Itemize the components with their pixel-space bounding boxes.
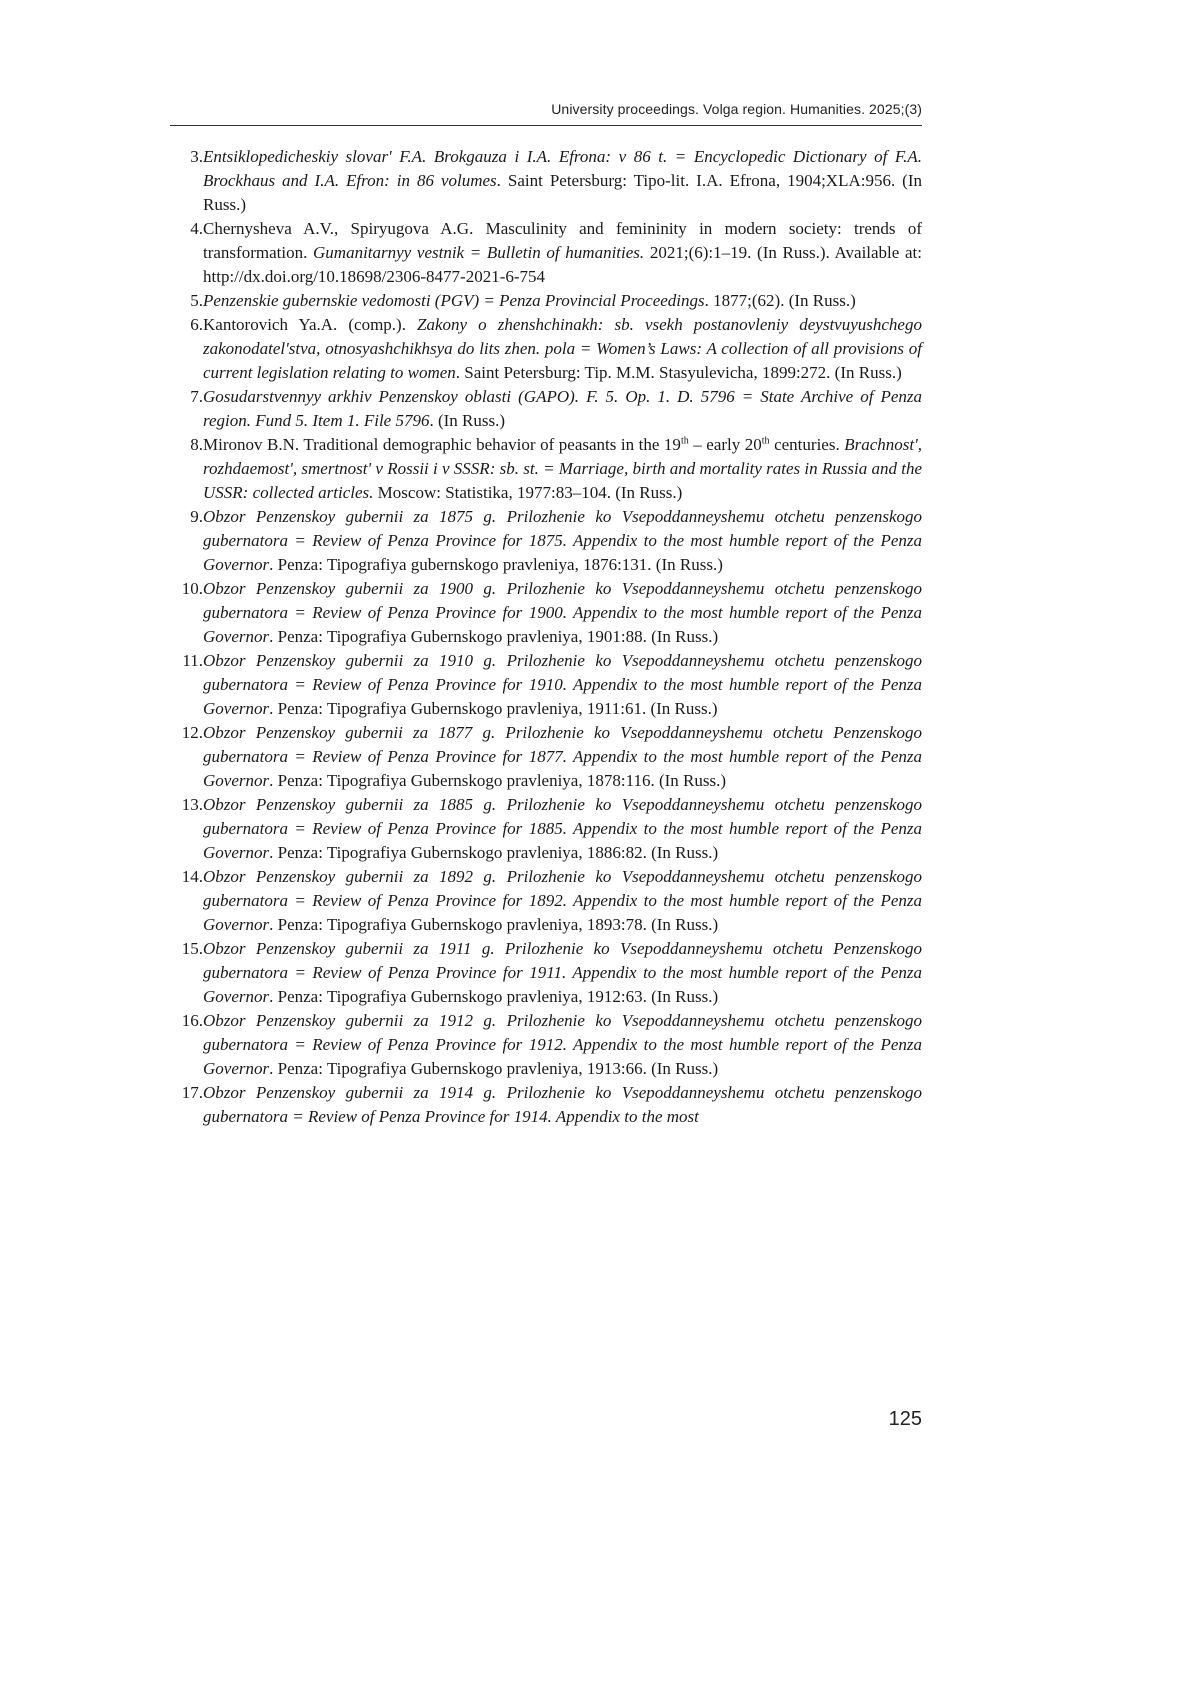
reference-number: 7.	[190, 387, 203, 406]
reference-text	[203, 793, 922, 865]
reference-item	[170, 433, 922, 505]
reference-detail: Moscow: Statistika, 1977:83–104. (In Russ.)	[373, 483, 683, 502]
reference-detail: . Penza: Tipografiya Gubernskogo pravleniya, 1878:116. (In Russ.)	[269, 771, 727, 790]
reference-detail: . Penza: Tipografiya gubernskogo pravleniya, 1876:131. (In Russ.)	[269, 555, 723, 574]
reference-title: Gosudarstvennyy arkhiv Penzenskoy oblasti (GAPO). F. 5. Op. 1. D. 5796 = State Archive of Penza region. Fund 5. Item 1. File 5796	[203, 387, 922, 430]
reference-title: Obzor Penzenskoy gubernii za 1892 g. Prilozhenie ko Vsepoddanneyshemu otchetu penzenskogo gubernatora = Review of Penza Province for 1892. Appendix to the most humble report of the Penza Governor	[203, 867, 922, 934]
reference-item	[170, 865, 922, 937]
reference-number: 16.	[181, 1011, 203, 1030]
reference-detail: . Penza: Tipografiya Gubernskogo pravleniya, 1901:88. (In Russ.)	[269, 627, 719, 646]
reference-item	[170, 937, 922, 1009]
reference-detail: centuries.	[769, 435, 845, 454]
reference-text	[203, 505, 922, 577]
reference-title: Obzor Penzenskoy gubernii za 1912 g. Prilozhenie ko Vsepoddanneyshemu otchetu penzenskogo gubernatora = Review of Penza Province for 1912. Appendix to the most humble report of the Penza Governor	[203, 1011, 922, 1078]
reference-title: Brachnost', rozhdaemost', smertnost' v Rossii i v SSSR: sb. st. = Marriage, birth and mortality rates in Russia and the USSR: collected articles.	[203, 435, 923, 502]
reference-number: 10.	[181, 579, 203, 598]
reference-text	[203, 313, 922, 385]
reference-number: 3.	[190, 147, 203, 166]
reference-title: Obzor Penzenskoy gubernii za 1911 g. Prilozhenie ko Vsepoddanneyshemu otchetu Penzenskogo gubernatora = Review of Penza Province for 1911. Appendix to the most humble report of the Penza Governor	[203, 939, 922, 1006]
reference-detail: . Penza: Tipografiya Gubernskogo pravleniya, 1886:82. (In Russ.)	[269, 843, 719, 862]
reference-text	[203, 289, 922, 313]
reference-detail: Mironov B.N. Traditional demographic behavior of peasants in the 19	[203, 435, 681, 454]
reference-text	[203, 385, 922, 433]
reference-text	[203, 937, 922, 1009]
reference-number: 15.	[181, 939, 203, 958]
reference-item	[170, 1081, 922, 1129]
reference-detail: . Saint Petersburg: Tip. M.M. Stasyulevicha, 1899:272. (In Russ.)	[455, 363, 902, 382]
page-number: 125	[888, 1408, 922, 1430]
reference-detail: Chernysheva A.V., Spiryugova A.G. Masculinity and femininity in modern society: trends of transformation.	[203, 219, 922, 262]
reference-detail: . 1877;(62). (In Russ.)	[704, 291, 856, 310]
ordinal-suffix: th	[680, 435, 689, 447]
reference-item	[170, 577, 922, 649]
reference-text	[203, 1009, 922, 1081]
reference-number: 13.	[181, 795, 203, 814]
reference-number: 8.	[190, 435, 203, 454]
reference-detail: . Penza: Tipografiya Gubernskogo pravleniya, 1913:66. (In Russ.)	[269, 1059, 719, 1078]
reference-item	[170, 289, 922, 313]
reference-item	[170, 649, 922, 721]
reference-number: 11.	[182, 651, 203, 670]
reference-item	[170, 793, 922, 865]
running-header: University proceedings. Volga region. Humanities. 2025;(3)	[551, 101, 922, 117]
reference-item	[170, 313, 922, 385]
reference-item	[170, 1009, 922, 1081]
reference-text	[203, 1081, 922, 1129]
header-rule	[170, 125, 922, 126]
reference-text	[203, 649, 922, 721]
reference-number: 9.	[190, 507, 203, 526]
reference-title: Obzor Penzenskoy gubernii za 1910 g. Prilozhenie ko Vsepoddanneyshemu otchetu penzenskogo gubernatora = Review of Penza Province for 1910. Appendix to the most humble report of the Penza Governor	[203, 651, 922, 718]
reference-number: 4.	[190, 219, 203, 238]
reference-detail: Kantorovich Ya.A. (comp.).	[203, 315, 418, 334]
reference-detail: . Saint Petersburg: Tipo-lit. I.A. Efrona, 1904;XLA:956. (In Russ.)	[203, 171, 923, 214]
reference-text	[203, 865, 922, 937]
reference-list	[170, 145, 922, 1129]
reference-item	[170, 217, 922, 289]
reference-number: 12.	[181, 723, 203, 742]
reference-title: Obzor Penzenskoy gubernii za 1885 g. Prilozhenie ko Vsepoddanneyshemu otchetu penzenskogo gubernatora = Review of Penza Province for 1885. Appendix to the most humble report of the Penza Governor	[203, 795, 922, 862]
reference-title: Obzor Penzenskoy gubernii za 1877 g. Prilozhenie ko Vsepoddanneyshemu otchetu Penzenskogo gubernatora = Review of Penza Province for 1877. Appendix to the most humble report of the Penza Governor	[203, 723, 922, 790]
reference-text	[203, 217, 922, 289]
reference-item	[170, 721, 922, 793]
reference-text	[203, 145, 922, 217]
reference-detail: 2021;(6):1–19. (In Russ.). Available at: http://dx.doi.org/10.18698/2306-8477-2021-6-754	[203, 243, 922, 286]
reference-detail: . (In Russ.)	[429, 411, 506, 430]
reference-number: 14.	[181, 867, 203, 886]
ordinal-suffix: th	[761, 435, 770, 447]
reference-item	[170, 145, 922, 217]
reference-detail: . Penza: Tipografiya Gubernskogo pravleniya, 1911:61. (In Russ.)	[269, 699, 718, 718]
reference-detail: . Penza: Tipografiya Gubernskogo pravleniya, 1893:78. (In Russ.)	[269, 915, 719, 934]
reference-title: Zakony o zhenshchinakh: sb. vsekh postanovleniy deystvuyushchego zakonodatel'stva, otnosyashchikhsya do lits zhen. pola = Women’s Laws: A collection of all provisions of current legislation relating to women	[203, 315, 922, 382]
reference-title: Entsiklopedicheskiy slovar' F.A. Brokgauza i I.A. Efrona: v 86 t. = Encyclopedic Dictionary of F.A. Brockhaus and I.A. Efron: in 86 volumes	[203, 147, 922, 190]
reference-title: Obzor Penzenskoy gubernii za 1875 g. Prilozhenie ko Vsepoddanneyshemu otchetu penzenskogo gubernatora = Review of Penza Province for 1875. Appendix to the most humble report of the Penza Governor	[203, 507, 922, 574]
reference-detail: – early 20	[688, 435, 762, 454]
reference-title: Obzor Penzenskoy gubernii za 1914 g. Prilozhenie ko Vsepoddanneyshemu otchetu penzenskogo gubernatora = Review of Penza Province for 1914. Appendix to the most	[203, 1083, 922, 1126]
reference-text	[203, 433, 922, 505]
reference-item	[170, 505, 922, 577]
reference-title: Gumanitarnyy vestnik = Bulletin of humanities.	[313, 243, 645, 262]
reference-title: Obzor Penzenskoy gubernii za 1900 g. Prilozhenie ko Vsepoddanneyshemu otchetu penzenskogo gubernatora = Review of Penza Province for 1900. Appendix to the most humble report of the Penza Governor	[203, 579, 922, 646]
reference-text	[203, 577, 922, 649]
reference-detail: . Penza: Tipografiya Gubernskogo pravleniya, 1912:63. (In Russ.)	[269, 987, 719, 1006]
reference-number: 6.	[190, 315, 203, 334]
reference-number: 5.	[190, 291, 203, 310]
reference-number: 17.	[181, 1083, 203, 1102]
reference-item	[170, 385, 922, 433]
reference-text	[203, 721, 922, 793]
reference-title: Penzenskie gubernskie vedomosti (PGV) = Penza Provincial Proceedings	[203, 291, 705, 310]
